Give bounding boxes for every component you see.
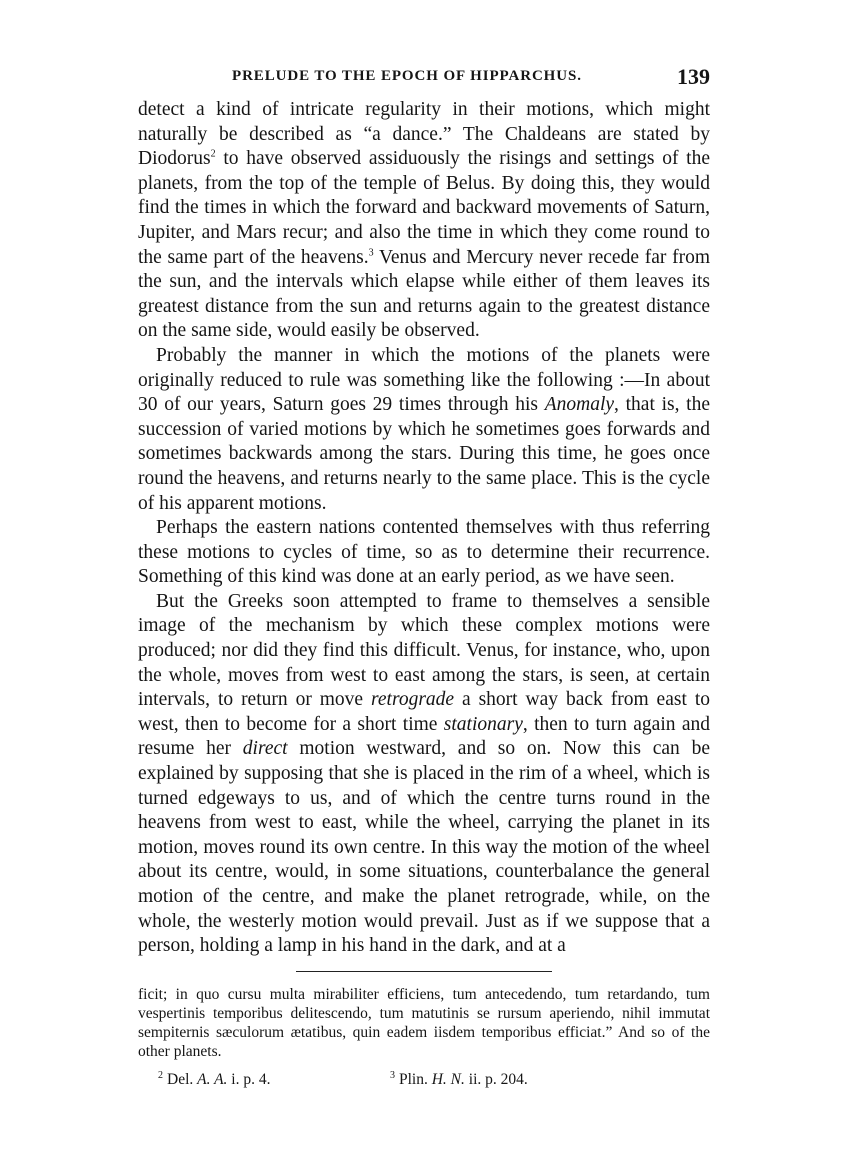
italic-term: Anomaly	[544, 394, 615, 416]
footnote-text: Del.	[167, 1070, 198, 1088]
paragraph-4	[138, 590, 710, 959]
book-page	[138, 56, 710, 1091]
paragraph-3	[138, 516, 710, 590]
footnote-marker: 2	[210, 148, 216, 160]
footnote-text: Plin.	[399, 1070, 432, 1088]
paragraph-text: motion westward, and so on. Now this can be explained by supposing that she is placed in the rim of a wheel, which is turned edgeways to us, and of which the centre turns round in the heavens from west to east, while the wheel, carrying the planet in its motion, moves round its own centre. In this way the motion of the wheel about its centre, would, in some situations, counterbalance the general motion of the centre, and make the planet retrograde, while, on the whole, the westerly motion would prevail. Just as if we suppose that a person, holding a lamp in his hand in the dark, and at a	[138, 738, 710, 957]
paragraph-text: Venus and Mercury never recede far from the sun, and the intervals which elapse while either of them leaves its greatest distance from the sun and returns again to the greatest distance on the same side, would easily be observed.	[138, 246, 710, 342]
page-number: 139	[677, 64, 710, 89]
page-header	[138, 56, 710, 96]
footnote-number: 3	[390, 1069, 395, 1081]
footnote-abbrev: H. N.	[431, 1070, 465, 1088]
paragraph-text: But the Greeks soon attempted to frame to themselves a sensible image of the mechanism by which these complex motions were produced; nor did they find this difficult. Venus, for instance, who, upon the whole, moves from west to east among the stars, is seen, at certain intervals, to return or move	[138, 590, 710, 711]
footnote-text: ii. p. 204.	[464, 1070, 528, 1088]
footnote-3	[390, 1071, 528, 1089]
paragraph-2	[138, 344, 710, 516]
footnote-references	[138, 1071, 710, 1091]
italic-term: direct	[242, 738, 288, 760]
footnote-continuation: ficit; in quo cursu multa mirabiliter efficiens, tum antecedendo, tum retardando, tum vespertinis temporibus delitescendo, tum matutinis se rursum aperiendo, nihil immutat sempiternis sæculorum ætatibus, quin eadem iisdem temporibus efficiat.” And so of the other planets.	[138, 985, 710, 1060]
italic-term: retrograde	[371, 689, 455, 711]
footnote-divider	[296, 971, 552, 972]
italic-term: stationary	[443, 713, 523, 735]
footnote-marker: 3	[368, 247, 374, 259]
paragraph-text: , that is, the succession of varied motions by which he sometimes goes forwards and sometimes backwards among the stars. During this time, he goes once round the heavens, and returns nearly to the same place. This is the cycle of his apparent motions.	[138, 394, 710, 514]
footnote-2	[158, 1071, 270, 1089]
running-title: PRELUDE TO THE EPOCH OF HIPPARCHUS.	[232, 68, 582, 84]
footnote-text: i. p. 4.	[227, 1070, 271, 1088]
paragraph-text: a short way back from east to west, then to become for a short time	[138, 689, 710, 735]
footnote-number: 2	[158, 1069, 163, 1081]
paragraph-text: , then to turn again and resume her	[138, 713, 710, 760]
paragraph-1	[138, 98, 710, 344]
paragraph-text: detect a kind of intricate regularity in their motions, which might naturally be described as “a dance.” The Chaldeans are stated by Diodorus	[138, 99, 710, 170]
paragraph-text: Perhaps the eastern nations contented themselves with thus referring these motions to cycles of time, so as to determine their recurrence. Something of this kind was done at an early period, as we have seen.	[138, 517, 710, 588]
body-text	[138, 98, 710, 959]
paragraph-text: Probably the manner in which the motions of the planets were originally reduced to rule was something like the following :—In about 30 of our years, Saturn goes 29 times through his	[138, 344, 710, 416]
footnote-abbrev: A. A.	[197, 1070, 228, 1088]
paragraph-text: to have observed assiduously the risings and settings of the planets, from the top of the temple of Belus. By doing this, they would find the times in which the forward and backward movements of Saturn, Jupiter, and Mars recur; and also the time in which they come round to the same part of the heavens.	[138, 148, 710, 268]
